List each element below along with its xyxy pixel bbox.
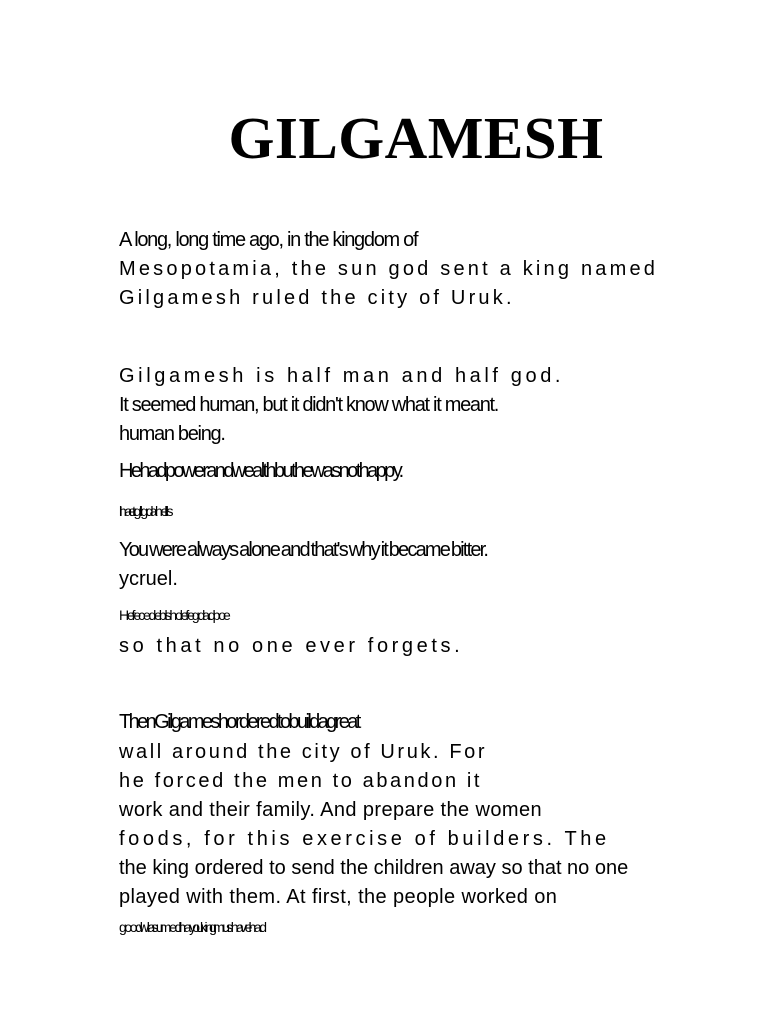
text-line: He fe cede bl sho le fe gd ad po e bbox=[119, 607, 229, 623]
text-line: so that no one ever forgets. bbox=[119, 635, 464, 657]
text-line: human being. bbox=[119, 423, 225, 445]
text-line: You were always alone and that's why it became bitter. bbox=[119, 539, 488, 561]
text-line: It seemed human, but it didn't know what it meant. bbox=[119, 394, 499, 416]
text-line: A long, long time ago, in the kingdom of bbox=[119, 229, 418, 251]
text-line: good wla su med hay o u kin g mu sha ve had bbox=[119, 919, 265, 935]
text-line: Then Gilgamesh ordered to build a great bbox=[119, 711, 359, 733]
text-line: Gilgamesh ruled the city of Uruk. bbox=[119, 287, 515, 309]
text-line: he forced the men to abandon it bbox=[119, 770, 483, 792]
text-line: Mesopotamia, the sun god sent a king named bbox=[119, 258, 659, 280]
document-title: GILGAMESH bbox=[228, 105, 604, 171]
text-line: He had power and wealth but he was not happy. bbox=[119, 460, 402, 482]
text-line: work and their family. And prepare the women bbox=[119, 799, 542, 821]
text-line: Gilgamesh is half man and half god. bbox=[119, 365, 565, 387]
text-line: wall around the city of Uruk. For bbox=[119, 741, 488, 763]
text-line: ycruel. bbox=[119, 568, 178, 590]
text-line: the king ordered to send the children away so that no one bbox=[119, 857, 629, 879]
text-line: foods, for this exercise of builders. The bbox=[119, 828, 610, 850]
text-line: I ha e tgllgd ahe llls bbox=[119, 503, 172, 519]
text-line: played with them. At first, the people worked on bbox=[119, 886, 558, 908]
